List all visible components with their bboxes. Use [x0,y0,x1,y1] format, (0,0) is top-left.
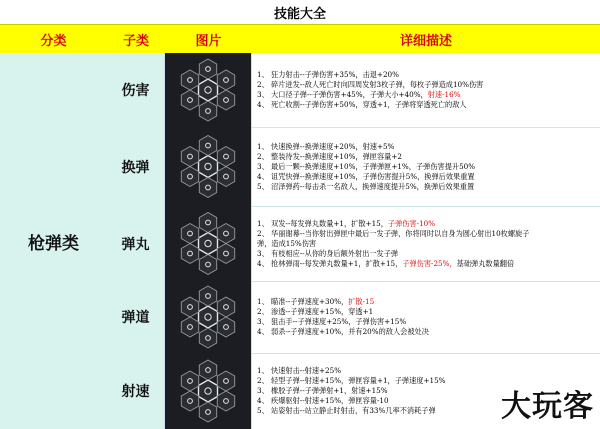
description-text: 1、 双发--每发弹丸数量+1，扩散+15， [257,218,388,228]
description-text: 3、 狙击手--子弹速度+25%，子弹伤害+15% [257,317,407,326]
skill-hex [217,224,234,244]
center-skill-hex [199,233,218,255]
skill-hex [199,213,216,233]
skill-hex [199,136,216,156]
center-skill-hex [199,306,218,328]
skill-hex [217,90,234,110]
skill-hex [181,167,198,187]
page-title: 技能大全 [0,0,600,24]
description-cell [253,53,600,127]
penalty-text: 扩散-15 [348,297,375,306]
description-line [257,317,600,327]
subcategory-cell: 伤害 [107,53,165,127]
skill-image-cell [165,281,252,353]
description-line [257,249,600,259]
description-line [257,70,600,80]
description-cell [253,206,600,281]
description-line [257,162,600,172]
skill-hex [181,391,198,411]
description-line [257,182,600,192]
description-text: 3、 有枝相应--从你的身后额外射出一发子弹 [257,248,399,258]
skill-hex [181,371,198,391]
header-description: 详细描述 [399,33,452,49]
description-text: 4、 弱杀--子弹速度+10%，并有20%的敌人会被处决 [257,327,429,336]
description-text: 5、 站姿射击--站立静止时射击，有33%几率不消耗子弹 [257,406,436,415]
category-label: 枪弹类 [28,233,79,254]
description-text: 2、 渗透--子弹速度+15%，穿透+1 [257,307,374,316]
description-text: 2、 碎片迸发--敌人死亡时向四周发射3枚子弹，每枚子弹造成10%伤害 [257,80,484,89]
skill-hex [181,90,198,110]
description-text: 3、 最后一颗--换弹速度+10%，子弹弹匣+1%，子弹伤害提升50% [257,161,476,171]
skill-hex [181,317,198,337]
skill-hex [217,147,234,167]
table-row [107,281,600,354]
table-row [107,206,600,282]
description-line [257,80,600,90]
skill-hex [217,317,234,337]
center-skill-hex [199,380,218,402]
description-cell [253,127,600,206]
description-line [257,307,600,317]
header-subcategory: 子类 [122,33,149,49]
subcategory-cell: 弹道 [107,281,165,353]
description-text: 5、 沼泽弹药--每击杀一名敌人，换弹速度提升5%，换弹后效果重置 [257,181,475,191]
description-text: 1、 狂力射击--子弹伤害+35%，击退+20% [257,70,399,79]
skill-hex [199,255,216,275]
skill-hex [199,59,216,79]
skill-image-cell [165,53,252,127]
center-skill-hex [199,79,218,101]
description-line [257,327,600,337]
description-line [257,297,600,307]
description-line [257,219,600,229]
subcategory-cell: 弹丸 [107,206,165,281]
skill-hex [199,178,216,198]
skill-hex [199,402,216,422]
skill-image-cell [165,127,252,206]
skill-icon-grid [165,53,251,127]
skill-hex [181,297,198,317]
description-text: 基础弹丸数量翻倍 [456,258,515,268]
skill-icon-grid [165,353,251,429]
center-skill-hex [199,156,218,178]
description-line [257,229,600,239]
category-cell [0,53,108,429]
description-line [257,90,600,100]
table-body [0,53,600,429]
skill-hex [217,297,234,317]
description-line [257,152,600,162]
description-text: 2、 整装待发--换弹速度+10%，弹匣容量+2 [257,151,402,161]
skill-icon-grid [165,281,251,353]
header-image: 图片 [195,33,222,49]
description-line [257,259,600,269]
table-header [0,24,600,54]
description-line [257,100,600,110]
description-text: 弹，造成15%伤害 [257,238,317,248]
skill-hex [181,244,198,264]
description-cell [253,281,600,353]
description-line [257,172,600,182]
description-text: 3、 大口径子弹--子弹伤害+45%，子弹大小+40%， [257,90,428,99]
description-line [257,366,600,376]
penalty-text: 子弹伤害-10% [387,218,436,228]
skill-hex [181,147,198,167]
skill-image-cell [165,353,252,429]
description-text: 1、 快速射击--射速+25% [257,366,342,375]
skill-hex [199,328,216,348]
penalty-text: 射速-16% [427,90,461,99]
description-text: 1、 快速换弹--换弹速度+20%，射速+5% [257,141,395,151]
skill-icon-grid [165,206,251,281]
penalty-text: 子弹伤害-25%， [402,258,457,268]
skill-hex [217,244,234,264]
description-text: 1、 瞄准--子弹速度+30%， [257,297,349,306]
description-text: 4、 疾爆驱射--射速+15%，弹匣容量-10 [257,396,389,405]
description-text: 4、 抢林弹雨--每发弹丸数量+1，扩散+15， [257,258,403,268]
description-text: 2、 华丽谢幕--当你射出弹匣中最后一发子弹，你将同时以自身为圆心射出10枚螺旋子 [257,228,530,238]
skill-hex [217,167,234,187]
table-row [107,53,600,128]
skill-hex [199,360,216,380]
subcategory-cell: 射速 [107,353,165,429]
skill-hex [217,391,234,411]
subcategory-cell: 换弹 [107,127,165,206]
skill-hex [199,286,216,306]
description-text: 3、 橡胶子弹--子弹弹射+1，射速+15% [257,386,388,395]
skill-icon-grid [165,127,251,206]
header-category: 分类 [40,33,67,49]
skill-hex [181,224,198,244]
skill-hex [199,101,216,121]
skill-image-cell [165,206,252,281]
description-text: 4、 诅咒快弹--换弹速度+10%，子弹伤害提升5%，换弹后效果重置 [257,171,475,181]
table-row [107,127,600,207]
watermark-logo: 大玩客 [501,389,594,424]
description-text: 2、 轻型子弹--射速+15%，弹匣容量+1，子弹速度+15% [257,376,446,385]
description-line [257,239,600,249]
skill-hex [217,70,234,90]
skill-hex [217,371,234,391]
description-text: 4、 死亡收割--子弹伤害+50%，穿透+1，子弹将穿透死亡的敌人 [257,100,467,109]
skill-hex [181,70,198,90]
description-line [257,142,600,152]
